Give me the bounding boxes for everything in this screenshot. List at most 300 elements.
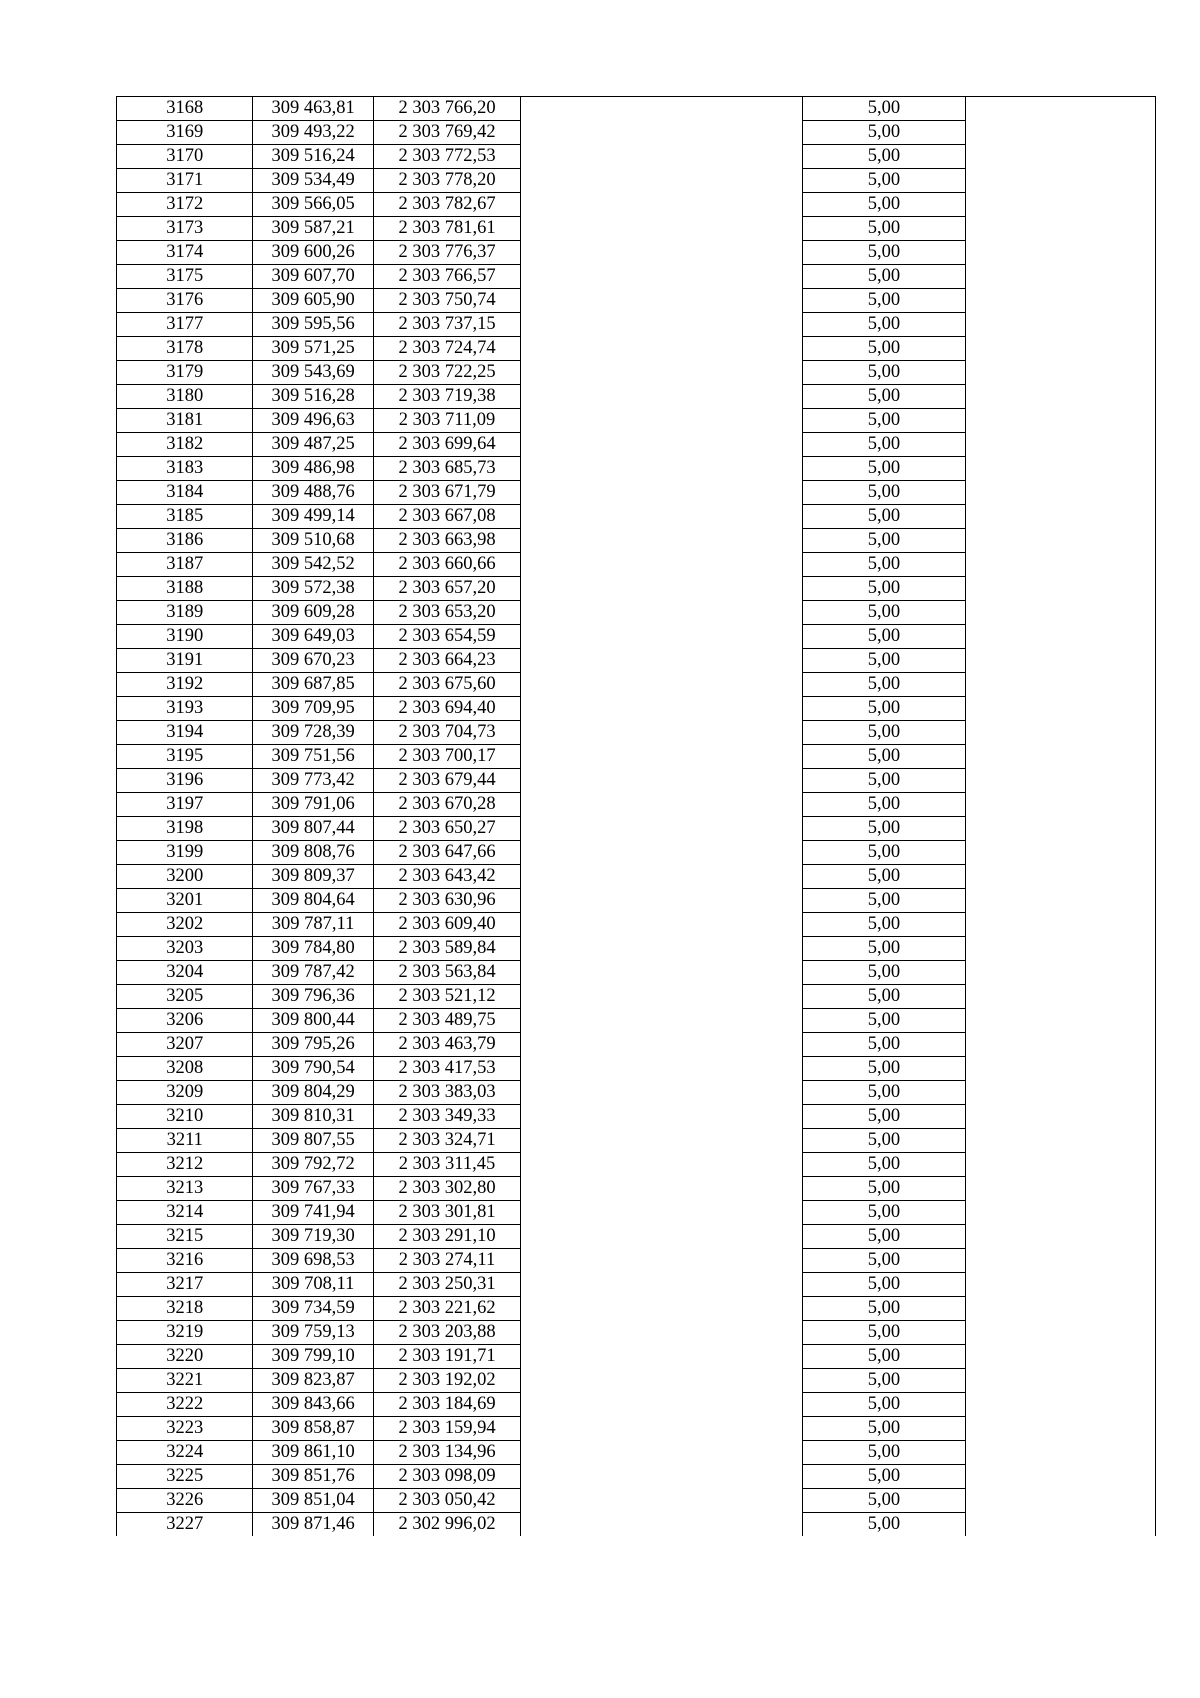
table-row [117, 1153, 1156, 1177]
x-coordinate-cell: 309 670,23 [253, 649, 373, 673]
precision-cell: 5,00 [802, 1321, 966, 1345]
point-number-cell: 3172 [117, 193, 253, 217]
description-cell [521, 1177, 802, 1201]
point-number-cell: 3209 [117, 1081, 253, 1105]
description-cell [521, 865, 802, 889]
point-number-cell: 3206 [117, 1009, 253, 1033]
point-number-cell: 3190 [117, 625, 253, 649]
x-coordinate-cell: 309 488,76 [253, 481, 373, 505]
point-number-cell: 3169 [117, 121, 253, 145]
point-number-cell: 3217 [117, 1273, 253, 1297]
description-cell [521, 1297, 802, 1321]
description-cell [521, 721, 802, 745]
description-cell [521, 1489, 802, 1513]
precision-cell: 5,00 [802, 289, 966, 313]
description-cell [521, 817, 802, 841]
table-row [117, 1273, 1156, 1297]
point-number-cell: 3183 [117, 457, 253, 481]
description-cell [521, 577, 802, 601]
description-cell [521, 1321, 802, 1345]
table-row [117, 1417, 1156, 1441]
x-coordinate-cell: 309 858,87 [253, 1417, 373, 1441]
precision-cell: 5,00 [802, 1345, 966, 1369]
description-cell [521, 433, 802, 457]
description-cell [521, 409, 802, 433]
table-row [117, 1345, 1156, 1369]
table-row [117, 217, 1156, 241]
table-row [117, 1129, 1156, 1153]
description-cell [521, 673, 802, 697]
precision-cell: 5,00 [802, 865, 966, 889]
x-coordinate-cell: 309 516,28 [253, 385, 373, 409]
y-coordinate-cell: 2 303 302,80 [373, 1177, 521, 1201]
x-coordinate-cell: 309 861,10 [253, 1441, 373, 1465]
x-coordinate-cell: 309 823,87 [253, 1369, 373, 1393]
x-coordinate-cell: 309 605,90 [253, 289, 373, 313]
table-row [117, 769, 1156, 793]
note-cell [966, 577, 1156, 601]
description-cell [521, 481, 802, 505]
y-coordinate-cell: 2 303 274,11 [373, 1249, 521, 1273]
description-cell [521, 1273, 802, 1297]
description-cell [521, 769, 802, 793]
point-number-cell: 3208 [117, 1057, 253, 1081]
table-row [117, 241, 1156, 265]
x-coordinate-cell: 309 807,55 [253, 1129, 373, 1153]
point-number-cell: 3192 [117, 673, 253, 697]
x-coordinate-cell: 309 487,25 [253, 433, 373, 457]
table-row [117, 1393, 1156, 1417]
description-cell [521, 1009, 802, 1033]
y-coordinate-cell: 2 303 521,12 [373, 985, 521, 1009]
table-row [117, 313, 1156, 337]
description-cell [521, 361, 802, 385]
x-coordinate-cell: 309 851,04 [253, 1489, 373, 1513]
precision-cell: 5,00 [802, 361, 966, 385]
point-number-cell: 3185 [117, 505, 253, 529]
point-number-cell: 3222 [117, 1393, 253, 1417]
point-number-cell: 3196 [117, 769, 253, 793]
description-cell [521, 457, 802, 481]
point-number-cell: 3184 [117, 481, 253, 505]
point-number-cell: 3214 [117, 1201, 253, 1225]
table-row [117, 577, 1156, 601]
point-number-cell: 3202 [117, 913, 253, 937]
description-cell [521, 529, 802, 553]
description-cell [521, 553, 802, 577]
note-cell [966, 1249, 1156, 1273]
x-coordinate-cell: 309 784,80 [253, 937, 373, 961]
point-number-cell: 3180 [117, 385, 253, 409]
point-number-cell: 3177 [117, 313, 253, 337]
note-cell [966, 1513, 1156, 1537]
note-cell [966, 1009, 1156, 1033]
y-coordinate-cell: 2 303 383,03 [373, 1081, 521, 1105]
note-cell [966, 889, 1156, 913]
x-coordinate-cell: 309 571,25 [253, 337, 373, 361]
table-row [117, 985, 1156, 1009]
description-cell [521, 1105, 802, 1129]
point-number-cell: 3218 [117, 1297, 253, 1321]
table-row [117, 793, 1156, 817]
precision-cell: 5,00 [802, 577, 966, 601]
description-cell [521, 625, 802, 649]
table-row [117, 1297, 1156, 1321]
precision-cell: 5,00 [802, 337, 966, 361]
note-cell [966, 1441, 1156, 1465]
description-cell [521, 1513, 802, 1537]
note-cell [966, 1465, 1156, 1489]
table-row [117, 1225, 1156, 1249]
note-cell [966, 673, 1156, 697]
y-coordinate-cell: 2 303 750,74 [373, 289, 521, 313]
point-number-cell: 3171 [117, 169, 253, 193]
precision-cell: 5,00 [802, 649, 966, 673]
description-cell [521, 697, 802, 721]
description-cell [521, 121, 802, 145]
x-coordinate-cell: 309 607,70 [253, 265, 373, 289]
description-cell [521, 649, 802, 673]
table-row [117, 361, 1156, 385]
x-coordinate-cell: 309 807,44 [253, 817, 373, 841]
description-cell [521, 1249, 802, 1273]
y-coordinate-cell: 2 303 301,81 [373, 1201, 521, 1225]
y-coordinate-cell: 2 303 679,44 [373, 769, 521, 793]
x-coordinate-cell: 309 843,66 [253, 1393, 373, 1417]
x-coordinate-cell: 309 751,56 [253, 745, 373, 769]
table-row [117, 865, 1156, 889]
table-row [117, 1249, 1156, 1273]
description-cell [521, 1225, 802, 1249]
precision-cell: 5,00 [802, 553, 966, 577]
table-row [117, 1057, 1156, 1081]
description-cell [521, 505, 802, 529]
x-coordinate-cell: 309 790,54 [253, 1057, 373, 1081]
x-coordinate-cell: 309 698,53 [253, 1249, 373, 1273]
x-coordinate-cell: 309 486,98 [253, 457, 373, 481]
point-number-cell: 3187 [117, 553, 253, 577]
y-coordinate-cell: 2 303 724,74 [373, 337, 521, 361]
precision-cell: 5,00 [802, 1417, 966, 1441]
description-cell [521, 145, 802, 169]
description-cell [521, 793, 802, 817]
precision-cell: 5,00 [802, 121, 966, 145]
note-cell [966, 1297, 1156, 1321]
point-number-cell: 3213 [117, 1177, 253, 1201]
point-number-cell: 3194 [117, 721, 253, 745]
table-row [117, 817, 1156, 841]
point-number-cell: 3182 [117, 433, 253, 457]
x-coordinate-cell: 309 687,85 [253, 673, 373, 697]
point-number-cell: 3224 [117, 1441, 253, 1465]
description-cell [521, 1033, 802, 1057]
y-coordinate-cell: 2 303 349,33 [373, 1105, 521, 1129]
x-coordinate-cell: 309 796,36 [253, 985, 373, 1009]
point-number-cell: 3197 [117, 793, 253, 817]
description-cell [521, 289, 802, 313]
description-cell [521, 841, 802, 865]
x-coordinate-cell: 309 510,68 [253, 529, 373, 553]
note-cell [966, 385, 1156, 409]
precision-cell: 5,00 [802, 457, 966, 481]
table-row [117, 1009, 1156, 1033]
y-coordinate-cell: 2 303 699,64 [373, 433, 521, 457]
description-cell [521, 241, 802, 265]
note-cell [966, 649, 1156, 673]
description-cell [521, 1369, 802, 1393]
point-number-cell: 3219 [117, 1321, 253, 1345]
y-coordinate-cell: 2 303 417,53 [373, 1057, 521, 1081]
table-row [117, 193, 1156, 217]
note-cell [966, 1081, 1156, 1105]
table-row [117, 433, 1156, 457]
y-coordinate-cell: 2 303 191,71 [373, 1345, 521, 1369]
description-cell [521, 1129, 802, 1153]
point-number-cell: 3198 [117, 817, 253, 841]
note-cell [966, 745, 1156, 769]
point-number-cell: 3223 [117, 1417, 253, 1441]
table-row [117, 1441, 1156, 1465]
point-number-cell: 3176 [117, 289, 253, 313]
table-row [117, 1489, 1156, 1513]
x-coordinate-cell: 309 709,95 [253, 697, 373, 721]
note-cell [966, 1129, 1156, 1153]
precision-cell: 5,00 [802, 985, 966, 1009]
y-coordinate-cell: 2 303 781,61 [373, 217, 521, 241]
x-coordinate-cell: 309 609,28 [253, 601, 373, 625]
note-cell [966, 169, 1156, 193]
precision-cell: 5,00 [802, 97, 966, 121]
precision-cell: 5,00 [802, 1273, 966, 1297]
y-coordinate-cell: 2 303 663,98 [373, 529, 521, 553]
note-cell [966, 553, 1156, 577]
y-coordinate-cell: 2 303 159,94 [373, 1417, 521, 1441]
note-cell [966, 145, 1156, 169]
y-coordinate-cell: 2 303 643,42 [373, 865, 521, 889]
precision-cell: 5,00 [802, 1297, 966, 1321]
x-coordinate-cell: 309 600,26 [253, 241, 373, 265]
table-row [117, 337, 1156, 361]
note-cell [966, 457, 1156, 481]
precision-cell: 5,00 [802, 769, 966, 793]
precision-cell: 5,00 [802, 169, 966, 193]
y-coordinate-cell: 2 303 184,69 [373, 1393, 521, 1417]
x-coordinate-cell: 309 566,05 [253, 193, 373, 217]
description-cell [521, 217, 802, 241]
precision-cell: 5,00 [802, 841, 966, 865]
description-cell [521, 601, 802, 625]
table-row [117, 649, 1156, 673]
x-coordinate-cell: 309 809,37 [253, 865, 373, 889]
table-row [117, 145, 1156, 169]
y-coordinate-cell: 2 303 719,38 [373, 385, 521, 409]
note-cell [966, 529, 1156, 553]
y-coordinate-cell: 2 302 996,02 [373, 1513, 521, 1537]
table-row [117, 121, 1156, 145]
precision-cell: 5,00 [802, 1465, 966, 1489]
y-coordinate-cell: 2 303 050,42 [373, 1489, 521, 1513]
table-row [117, 1033, 1156, 1057]
point-number-cell: 3181 [117, 409, 253, 433]
y-coordinate-cell: 2 303 653,20 [373, 601, 521, 625]
y-coordinate-cell: 2 303 778,20 [373, 169, 521, 193]
x-coordinate-cell: 309 516,24 [253, 145, 373, 169]
y-coordinate-cell: 2 303 776,37 [373, 241, 521, 265]
description-cell [521, 1465, 802, 1489]
precision-cell: 5,00 [802, 1129, 966, 1153]
table-row [117, 745, 1156, 769]
table-row [117, 1081, 1156, 1105]
x-coordinate-cell: 309 728,39 [253, 721, 373, 745]
y-coordinate-cell: 2 303 685,73 [373, 457, 521, 481]
precision-cell: 5,00 [802, 241, 966, 265]
table-row [117, 529, 1156, 553]
precision-cell: 5,00 [802, 1033, 966, 1057]
precision-cell: 5,00 [802, 385, 966, 409]
y-coordinate-cell: 2 303 694,40 [373, 697, 521, 721]
precision-cell: 5,00 [802, 217, 966, 241]
point-number-cell: 3200 [117, 865, 253, 889]
note-cell [966, 625, 1156, 649]
table-row [117, 673, 1156, 697]
description-cell [521, 961, 802, 985]
precision-cell: 5,00 [802, 697, 966, 721]
note-cell [966, 1393, 1156, 1417]
table-row [117, 97, 1156, 121]
x-coordinate-cell: 309 773,42 [253, 769, 373, 793]
note-cell [966, 1105, 1156, 1129]
precision-cell: 5,00 [802, 409, 966, 433]
precision-cell: 5,00 [802, 529, 966, 553]
point-number-cell: 3205 [117, 985, 253, 1009]
precision-cell: 5,00 [802, 913, 966, 937]
y-coordinate-cell: 2 303 772,53 [373, 145, 521, 169]
point-number-cell: 3199 [117, 841, 253, 865]
x-coordinate-cell: 309 587,21 [253, 217, 373, 241]
precision-cell: 5,00 [802, 673, 966, 697]
x-coordinate-cell: 309 795,26 [253, 1033, 373, 1057]
point-number-cell: 3191 [117, 649, 253, 673]
point-number-cell: 3211 [117, 1129, 253, 1153]
y-coordinate-cell: 2 303 654,59 [373, 625, 521, 649]
note-cell [966, 1057, 1156, 1081]
table-row [117, 889, 1156, 913]
precision-cell: 5,00 [802, 1081, 966, 1105]
note-cell [966, 1033, 1156, 1057]
x-coordinate-cell: 309 542,52 [253, 553, 373, 577]
point-number-cell: 3168 [117, 97, 253, 121]
table-row [117, 1321, 1156, 1345]
precision-cell: 5,00 [802, 745, 966, 769]
description-cell [521, 193, 802, 217]
y-coordinate-cell: 2 303 722,25 [373, 361, 521, 385]
point-number-cell: 3216 [117, 1249, 253, 1273]
table-row [117, 553, 1156, 577]
point-number-cell: 3210 [117, 1105, 253, 1129]
point-number-cell: 3207 [117, 1033, 253, 1057]
y-coordinate-cell: 2 303 192,02 [373, 1369, 521, 1393]
y-coordinate-cell: 2 303 766,57 [373, 265, 521, 289]
x-coordinate-cell: 309 767,33 [253, 1177, 373, 1201]
y-coordinate-cell: 2 303 221,62 [373, 1297, 521, 1321]
table-row [117, 961, 1156, 985]
point-number-cell: 3174 [117, 241, 253, 265]
precision-cell: 5,00 [802, 433, 966, 457]
description-cell [521, 265, 802, 289]
description-cell [521, 313, 802, 337]
note-cell [966, 841, 1156, 865]
precision-cell: 5,00 [802, 193, 966, 217]
y-coordinate-cell: 2 303 704,73 [373, 721, 521, 745]
note-cell [966, 1417, 1156, 1441]
point-number-cell: 3227 [117, 1513, 253, 1537]
x-coordinate-cell: 309 572,38 [253, 577, 373, 601]
y-coordinate-cell: 2 303 664,23 [373, 649, 521, 673]
note-cell [966, 289, 1156, 313]
table-row [117, 169, 1156, 193]
y-coordinate-cell: 2 303 291,10 [373, 1225, 521, 1249]
precision-cell: 5,00 [802, 1441, 966, 1465]
point-number-cell: 3178 [117, 337, 253, 361]
note-cell [966, 961, 1156, 985]
x-coordinate-cell: 309 499,14 [253, 505, 373, 529]
table-row [117, 505, 1156, 529]
note-cell [966, 1369, 1156, 1393]
note-cell [966, 361, 1156, 385]
note-cell [966, 1153, 1156, 1177]
x-coordinate-cell: 309 534,49 [253, 169, 373, 193]
x-coordinate-cell: 309 787,42 [253, 961, 373, 985]
y-coordinate-cell: 2 303 667,08 [373, 505, 521, 529]
note-cell [966, 601, 1156, 625]
x-coordinate-cell: 309 595,56 [253, 313, 373, 337]
description-cell [521, 1057, 802, 1081]
note-cell [966, 481, 1156, 505]
description-cell [521, 1441, 802, 1465]
note-cell [966, 721, 1156, 745]
coordinates-table-body [117, 97, 1156, 1537]
table-row [117, 1105, 1156, 1129]
note-cell [966, 241, 1156, 265]
x-coordinate-cell: 309 787,11 [253, 913, 373, 937]
description-cell [521, 913, 802, 937]
x-coordinate-cell: 309 719,30 [253, 1225, 373, 1249]
x-coordinate-cell: 309 799,10 [253, 1345, 373, 1369]
description-cell [521, 1081, 802, 1105]
table-row [117, 409, 1156, 433]
y-coordinate-cell: 2 303 250,31 [373, 1273, 521, 1297]
precision-cell: 5,00 [802, 1225, 966, 1249]
x-coordinate-cell: 309 804,64 [253, 889, 373, 913]
description-cell [521, 1393, 802, 1417]
x-coordinate-cell: 309 543,69 [253, 361, 373, 385]
table-row [117, 913, 1156, 937]
y-coordinate-cell: 2 303 769,42 [373, 121, 521, 145]
table-row [117, 625, 1156, 649]
y-coordinate-cell: 2 303 134,96 [373, 1441, 521, 1465]
table-row [117, 457, 1156, 481]
table-row [117, 1369, 1156, 1393]
x-coordinate-cell: 309 493,22 [253, 121, 373, 145]
point-number-cell: 3189 [117, 601, 253, 625]
note-cell [966, 97, 1156, 121]
precision-cell: 5,00 [802, 721, 966, 745]
note-cell [966, 1177, 1156, 1201]
precision-cell: 5,00 [802, 1393, 966, 1417]
point-number-cell: 3225 [117, 1465, 253, 1489]
point-number-cell: 3179 [117, 361, 253, 385]
point-number-cell: 3212 [117, 1153, 253, 1177]
